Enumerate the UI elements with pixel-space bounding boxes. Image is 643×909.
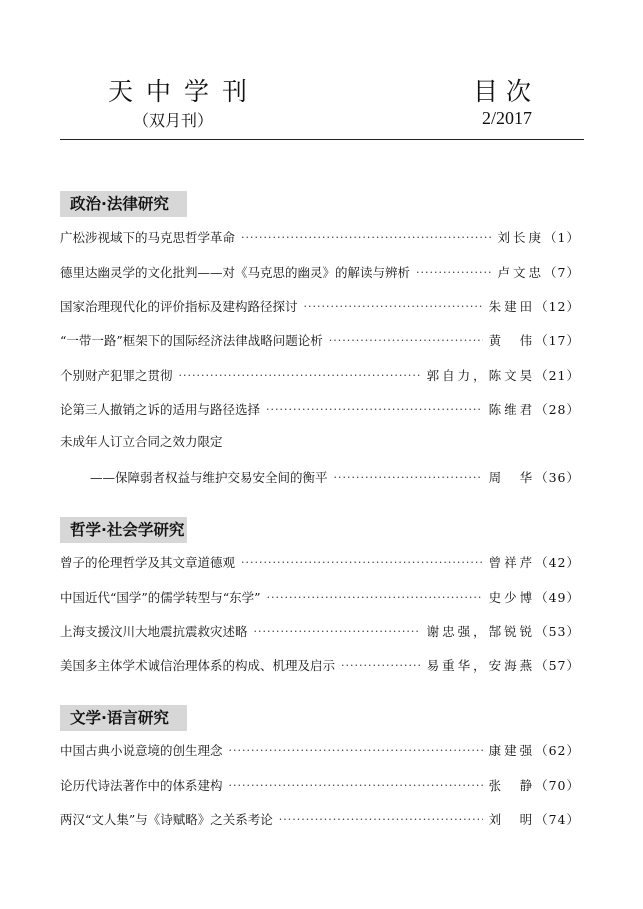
toc-entry[interactable] (60, 654, 580, 676)
leader-dots (279, 813, 483, 826)
entry-author: 史少博 (488, 590, 536, 605)
issue-number: 2/2017 (482, 108, 533, 128)
toc-entry[interactable] (60, 620, 580, 642)
entry-title: 论第三人撤销之诉的适用与路径选择 (60, 402, 261, 417)
leader-dots (341, 659, 421, 672)
toc-entry[interactable] (60, 586, 580, 608)
entry-author: 易重华，安海燕 (426, 658, 536, 673)
entry-page: （53） (535, 624, 580, 639)
journal-frequency: （双月刊） (133, 111, 214, 130)
leader-dots (304, 300, 483, 313)
entry-title: 中国近代“国学”的儒学转型与“东学” (60, 590, 261, 605)
entry-author: 刘长庚 (497, 230, 545, 245)
toc-entry[interactable] (60, 261, 580, 283)
leader-dots (229, 744, 483, 757)
leader-dots (266, 403, 483, 416)
section-heading-philosophy-sociology: 哲学·社会学研究 (60, 517, 187, 543)
toc-entry[interactable] (60, 226, 580, 248)
leader-dots (241, 556, 483, 569)
toc-entry[interactable] (60, 364, 580, 386)
entry-page: （42） (535, 555, 580, 570)
toc-entry[interactable] (60, 329, 580, 351)
entry-author: 谢忠强，郜锐锐 (426, 624, 536, 639)
entry-author: 卢文忠 (497, 265, 545, 280)
toc-entry[interactable] (60, 808, 580, 830)
entry-page: （62） (535, 743, 580, 758)
entry-page: （57） (535, 658, 580, 673)
entry-author: 周 华 (488, 470, 536, 485)
toc-entry[interactable] (60, 774, 580, 796)
journal-title: 天中学刊 (108, 77, 261, 106)
entry-author: 陈维君 (488, 402, 536, 417)
entry-title: 个别财产犯罪之贯彻 (60, 368, 173, 383)
entry-page: （12） (535, 299, 580, 314)
leader-dots (229, 779, 483, 792)
entry-page: （7） (544, 265, 580, 280)
leader-dots (179, 369, 421, 382)
entry-page: （17） (535, 333, 580, 348)
entry-page: （74） (535, 812, 580, 827)
toc-entry[interactable] (60, 295, 580, 317)
entry-page: （49） (535, 590, 580, 605)
entry-page: （70） (535, 778, 580, 793)
section-heading-literature-language: 文学·语言研究 (60, 705, 187, 731)
entry-title: 论历代诗法著作中的体系建构 (60, 778, 223, 793)
entry-author: 张 静 (488, 778, 536, 793)
entry-title: 德里达幽灵学的文化批判——对《马克思的幽灵》的解读与辨析 (60, 265, 411, 280)
entry-page: （21） (535, 368, 580, 383)
entry-title: 国家治理现代化的评价指标及建构路径探讨 (60, 299, 298, 314)
entry-page: （36） (535, 470, 580, 485)
entry-title: 两汉“文人集”与《诗赋略》之关系考论 (60, 812, 273, 827)
toc-entry-title-line[interactable]: 未成年人订立合同之效力限定 (60, 434, 223, 449)
leader-dots (334, 471, 483, 484)
entry-title: 中国古典小说意境的创生理念 (60, 743, 223, 758)
entry-author: 康建强 (488, 743, 536, 758)
toc-title: 目次 (473, 77, 540, 106)
entry-author: 曾祥芹 (488, 555, 536, 570)
toc-entry[interactable] (60, 551, 580, 573)
entry-author: 郭自力，陈文昊 (426, 368, 536, 383)
entry-page: （1） (544, 230, 580, 245)
entry-subtitle: ——保障弱者权益与维护交易安全间的衡平 (90, 470, 328, 485)
header-rule (60, 139, 584, 140)
entry-author: 黄 伟 (488, 333, 536, 348)
entry-title: 美国多主体学术诚信治理体系的构成、机理及启示 (60, 658, 336, 673)
leader-dots (254, 625, 421, 638)
entry-title: “一带一路”框架下的国际经济法律战略问题论析 (60, 333, 323, 348)
leader-dots (416, 266, 492, 279)
entry-title: 曾子的伦理哲学及其文章道德观 (60, 555, 236, 570)
leader-dots (329, 334, 483, 347)
toc-entry[interactable] (90, 466, 580, 488)
entry-page: （28） (535, 402, 580, 417)
entry-title: 广松涉视域下的马克思哲学革命 (60, 230, 236, 245)
entry-author: 朱建田 (488, 299, 536, 314)
section-heading-politics-law: 政治·法律研究 (60, 191, 187, 217)
entry-title: 上海支援汶川大地震抗震救灾述略 (60, 624, 248, 639)
toc-entry[interactable] (60, 398, 580, 420)
toc-entry[interactable] (60, 739, 580, 761)
entry-author: 刘 明 (488, 812, 536, 827)
leader-dots (241, 231, 492, 244)
leader-dots (267, 591, 483, 604)
